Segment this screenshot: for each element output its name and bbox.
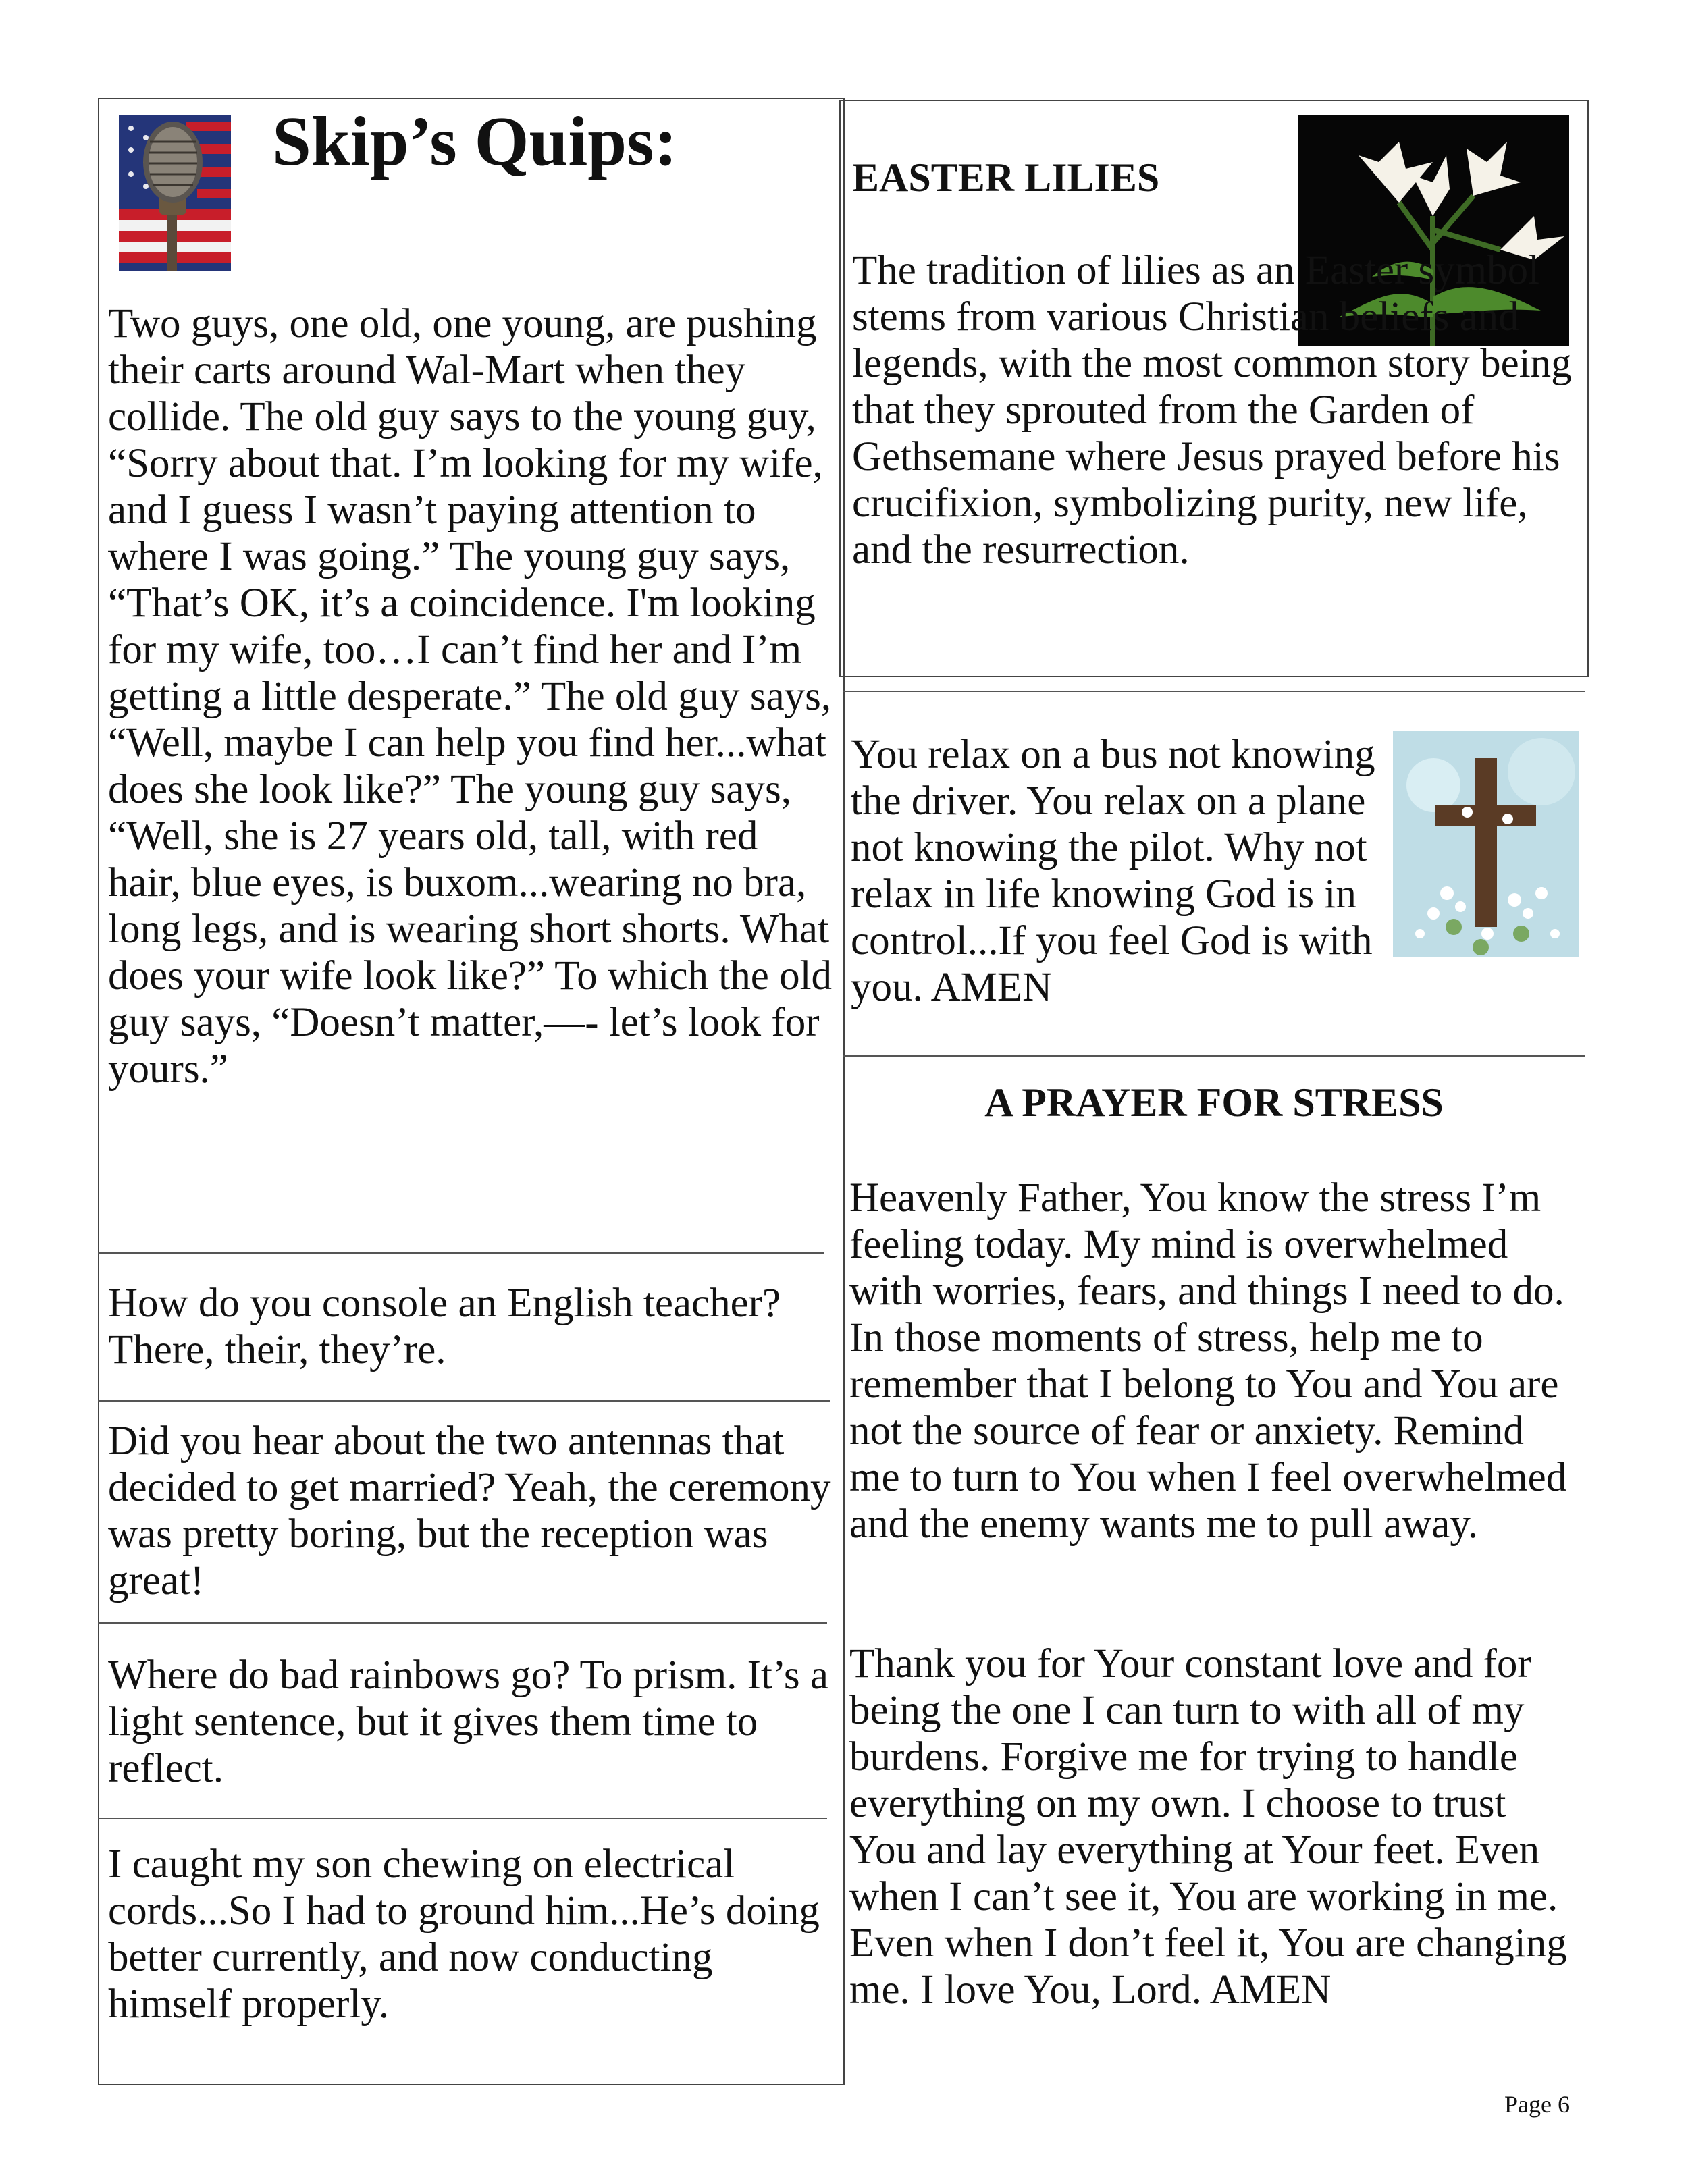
prayer-title: A PRAYER FOR STRESS bbox=[984, 1080, 1444, 1125]
joke-walmart: Two guys, one old, one young, are pushing their carts around Wal-Mart when they collide. The old guy says to the young guy, “Sorry about that. I’m looking for my wife, and I guess I wasn’t paying attention to where I was going.” The young guy says, “That’s OK, it’s a coincidence. I'm looking for my wife, too…I can’t find her and I’m getting a little desperate.” The old guy says, “Well, maybe I can help you find her...what does she look like?” The young guy says, “Well, she is 27 years old, tall, with red hair, blue eyes, is buxom...wearing no bra, long legs, and is wearing short shorts. What does your wife look like?” To which the old guy says, “Doesn’t matter,—- let’s look for yours.” bbox=[108, 301, 833, 1092]
divider bbox=[98, 1622, 827, 1624]
divider bbox=[843, 1055, 1585, 1057]
skips-quips-title: Skip’s Quips: bbox=[272, 103, 678, 180]
divider bbox=[843, 691, 1585, 692]
joke-english-teacher: How do you console an English teacher? There, their, they’re. bbox=[108, 1281, 781, 1373]
microphone-flag-image bbox=[119, 115, 231, 271]
prayer-paragraph-1: Heavenly Father, You know the stress I’m feeling today. My mind is overwhelmed with worries, fears, and things I need to do. In those moments of stress, help me to remember that I belong to You and You are not the source of fear or anxiety. Remind me to turn to You when I feel overwhelmed and the enemy wants me to pull away. bbox=[849, 1175, 1567, 1547]
joke-rainbows: Where do bad rainbows go? To prism. It’s a light sentence, but it gives them time to reflect. bbox=[108, 1653, 828, 1791]
easter-lilies-title: EASTER LILIES bbox=[852, 155, 1160, 200]
relax-body: You relax on a bus not knowing the driver. You relax on a plane not knowing the pilot. Why not relax in life knowing God is in control...If you feel God is with you. AMEN bbox=[851, 732, 1375, 1010]
page-number: Page 6 bbox=[1504, 2091, 1570, 2118]
joke-antennas: Did you hear about the two antennas that decided to get married? Yeah, the ceremony was pretty boring, but the reception was great! bbox=[108, 1418, 831, 1603]
divider bbox=[98, 1252, 824, 1254]
joke-electrical-cords: I caught my son chewing on electrical cords...So I had to ground him...He’s doing better currently, and now conducting himself properly. bbox=[108, 1842, 820, 2027]
divider bbox=[98, 1818, 827, 1819]
divider bbox=[98, 1400, 830, 1402]
easter-lilies-body: The tradition of lilies as an Easter symbol stems from various Christian beliefs and legends, with the most common story being that they sprouted from the Garden of Gethsemane where Jesus prayed before his crucifixion, symbolizing purity, new life, and the resurrection. bbox=[852, 248, 1572, 572]
cross-flowers-image bbox=[1393, 731, 1579, 957]
prayer-paragraph-2: Thank you for Your constant love and for being the one I can turn to with all of my burdens. Forgive me for trying to handle everything on my own. I choose to trust You and lay everything at Your feet. Even when I can’t see it, You are working in me. Even when I don’t feel it, You are changing me. I love You, Lord. AMEN bbox=[849, 1641, 1567, 2013]
